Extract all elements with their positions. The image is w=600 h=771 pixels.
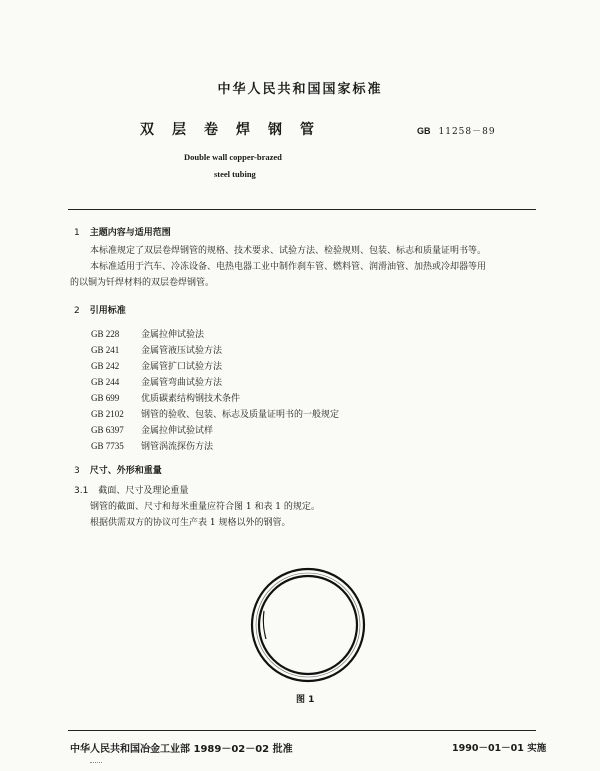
reference-item: GB 244 金属管弯曲试验方法 (91, 377, 223, 388)
section1-para1: 本标准规定了双层卷焊钢管的规格、技术要求、试验方法、检验规则、包装、标志和质量证明书等。 (90, 246, 487, 256)
section1-number: 1 (74, 228, 80, 238)
section3-title: 尺寸、外形和重量 (89, 466, 162, 476)
scan-mark (90, 762, 102, 767)
national-standard-label: 中华人民共和国国家标准 (217, 82, 383, 97)
english-title-line2: steel tubing (214, 169, 256, 179)
subsection-title: 截面、尺寸及理论重量 (98, 486, 189, 496)
reference-item: GB 242 金属管扩口试验方法 (91, 361, 223, 372)
figure-caption: 图 1 (296, 695, 315, 705)
code-number: 11258－89 (438, 127, 496, 137)
section1-heading (74, 225, 171, 238)
subsection-3-1-heading (74, 484, 188, 500)
section3-heading (74, 463, 162, 476)
reference-item: GB 7735 钢管涡流探伤方法 (91, 441, 214, 452)
reference-item: GB 228 金属拉伸试验法 (91, 329, 205, 340)
approval-info: 中华人民共和国冶金工业部 1989－02－02 批准 (70, 744, 293, 755)
outer-wall (252, 569, 364, 681)
english-title-line1: Double wall copper-brazed (184, 152, 282, 162)
section1-para2-line2: 的以铜为钎焊材料的双层卷焊钢管。 (70, 278, 215, 288)
inner-wall (259, 576, 357, 674)
section1-para2-line1: 本标准适用于汽车、冷冻设备、电热电器工业中制作刹车管、燃料管、润滑油管、加热或冷却器等用 (90, 262, 487, 272)
section2-number: 2 (74, 306, 80, 316)
section3-para1: 钢管的截面、尺寸和每米重量应符合图 1 和表 1 的规定。 (90, 502, 320, 512)
header-divider (68, 209, 536, 210)
wall-gap (256, 573, 360, 677)
reference-item: GB 699 优质碳素结构钢技术条件 (91, 393, 241, 404)
tube-cross-section-figure (248, 565, 368, 685)
document-title: 双层卷焊钢管 (140, 122, 332, 138)
reference-item: GB 241 金属管液压试验方法 (91, 345, 223, 356)
standard-code (417, 124, 496, 137)
section2-title: 引用标准 (89, 306, 126, 316)
overlap-seam (263, 611, 266, 639)
reference-item: GB 6397 金属拉伸试验试样 (91, 425, 214, 436)
subsection-number: 3.1 (74, 486, 89, 496)
reference-item: GB 2102 钢管的验收、包装、标志及质量证明书的一般规定 (91, 409, 340, 420)
section1-title: 主题内容与适用范围 (89, 228, 171, 238)
code-prefix: GB (417, 126, 431, 136)
effective-date: 1990－01－01 实施 (452, 743, 547, 754)
section3-para2: 根据供需双方的协议可生产表 1 规格以外的钢管。 (90, 518, 291, 528)
footer-divider (68, 730, 536, 731)
section3-number: 3 (74, 466, 80, 476)
section2-heading (74, 303, 126, 316)
